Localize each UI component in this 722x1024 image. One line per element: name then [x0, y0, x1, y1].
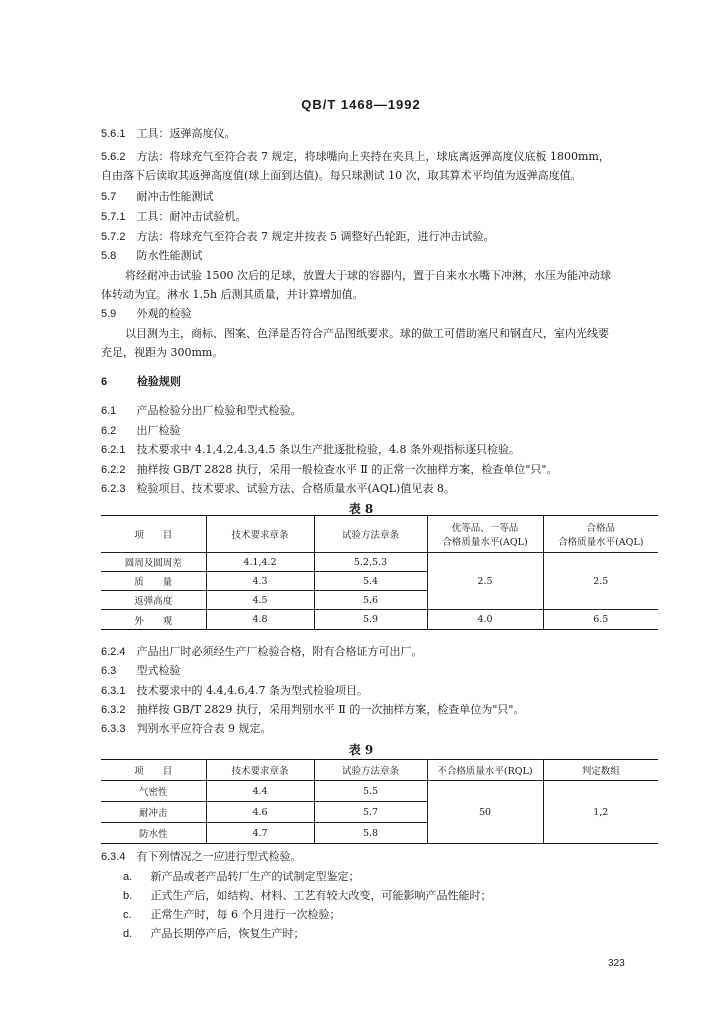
t9-header-req: 技术要求章条 — [206, 760, 314, 781]
page-number: 323 — [608, 958, 625, 969]
t8-header-grade1: 优等品、一等品 合格质量水平(AQL) — [427, 516, 543, 553]
list-item-d: d. 产品长期停产后，恢复生产时； — [123, 927, 305, 940]
clause-6-2-4: 6.2.4 产品出厂时必须经生产厂检验合格，附有合格证方可出厂。 — [101, 645, 423, 658]
list-item-a: a. 新产品或老产品转厂生产的试制定型鉴定； — [123, 870, 360, 883]
t8-header-item: 项 目 — [101, 516, 206, 553]
table-row: 防水性 4.7 5.8 — [101, 823, 658, 844]
t8-header-grade2: 合格品 合格质量水平(AQL) — [543, 516, 658, 553]
list-item-b: b. 正式生产后，如结构、材料、工艺有较大改变，可能影响产品性能时； — [123, 889, 492, 902]
clause-6-2-1: 6.2.1 技术要求中 4.1,4.2,4.3,4.5 条以生产批逐批检验，4.8 条外观指标逐只检验。 — [101, 443, 520, 456]
clause-5-9-body-cont: 充足，视距为 300mm。 — [101, 346, 224, 359]
t8-header-req: 技术要求章条 — [206, 516, 314, 553]
clause-5-7-1: 5.7.1 工具：耐冲击试验机。 — [101, 210, 247, 223]
clause-5-6-2-cont: 自由落下后读取其返弹高度值(球上面到达值)。每只球测试 10 次，取其算术平均值为返弹高度值。 — [101, 169, 582, 182]
table-row: 气密性 4.4 5.5 50 1,2 — [101, 781, 658, 802]
clause-6-2-2: 6.2.2 抽样按 GB/T 2828 执行，采用一般检查水平 Ⅱ 的正常一次抽样方案，检查单位"只"。 — [101, 463, 558, 476]
t8-aql-grade2: 2.5 — [543, 553, 658, 610]
clause-5-8-body: 将经耐冲击试验 1500 次后的足球，放置大于球的容器内，置于自来水水嘴下冲淋，水压为能冲动球 — [125, 269, 611, 282]
table-9 — [101, 759, 658, 844]
standard-header: QB/T 1468—1992 — [301, 97, 421, 112]
t9-header-judge: 判定数组 — [543, 760, 658, 781]
clause-6-3-1: 6.3.1 技术要求中的 4.4,4.6,4.7 条为型式检验项目。 — [101, 684, 368, 697]
clause-5-6-2: 5.6.2 方法：将球充气至符合表 7 规定，将球嘴向上夹持在夹具上，球底离返弹高度仪底板 1800mm， — [101, 150, 610, 163]
clause-5-8-body-cont: 体转动为宜。淋水 1.5h 后测其质量，并计算增加值。 — [101, 288, 364, 301]
t8-header-method: 试验方法章条 — [314, 516, 427, 553]
table-row: 质 量 4.3 5.4 — [101, 572, 658, 591]
clause-6-1: 6.1 产品检验分出厂检验和型式检验。 — [101, 404, 302, 417]
table-row: 耐冲击 4.6 5.7 — [101, 802, 658, 823]
t9-header-item: 项 目 — [101, 760, 206, 781]
t9-header-rql: 不合格质量水平(RQL) — [427, 760, 543, 781]
clause-5-9-body: 以目测为主，商标、图案、色泽是否符合产品图纸要求。球的做工可借助塞尺和钢直尺，室内光线要 — [125, 327, 609, 340]
clause-5-7-2: 5.7.2 方法：将球充气至符合表 7 规定并按表 5 调整好凸轮距，进行冲击试验。 — [101, 230, 495, 243]
t9-rql-value: 50 — [427, 781, 543, 844]
t9-header-method: 试验方法章条 — [314, 760, 427, 781]
clause-5-7: 5.7 耐冲击性能测试 — [101, 190, 214, 203]
clause-6-3: 6.3 型式检验 — [101, 664, 181, 677]
table-8 — [101, 515, 658, 630]
clause-5-9: 5.9 外观的检验 — [101, 307, 192, 320]
clause-5-8: 5.8 防水性能测试 — [101, 249, 203, 262]
list-item-c: c. 正常生产时，每 6 个月进行一次检验； — [123, 908, 341, 921]
table-row: 外 观 4.8 5.9 4.0 6.5 — [101, 610, 658, 630]
clause-5-6-1: 5.6.1 工具：返弹高度仪。 — [101, 127, 236, 140]
table-row: 圆周及圆周差 4.1,4.2 5.2,5.3 2.5 2.5 — [101, 553, 658, 572]
clause-6-3-3: 6.3.3 判别水平应符合表 9 规定。 — [101, 722, 272, 735]
clause-6-2: 6.2 出厂检验 — [101, 424, 181, 437]
t8-aql-grade1: 2.5 — [427, 553, 543, 610]
table-8-caption: 表 8 — [348, 502, 374, 516]
table-row: 返弹高度 4.5 5.6 — [101, 591, 658, 610]
section-6-title: 6 检验规则 — [101, 375, 181, 388]
t9-judge-value: 1,2 — [543, 781, 658, 844]
clause-6-2-3: 6.2.3 检验项目、技术要求、试验方法、合格质量水平(AQL)值见表 8。 — [101, 482, 455, 495]
clause-6-3-4: 6.3.4 有下列情况之一应进行型式检验。 — [101, 850, 302, 863]
clause-6-3-2: 6.3.2 抽样按 GB/T 2829 执行，采用判别水平 Ⅱ 的一次抽样方案，检查单位为"只"。 — [101, 703, 525, 716]
table-9-caption: 表 9 — [348, 743, 374, 757]
